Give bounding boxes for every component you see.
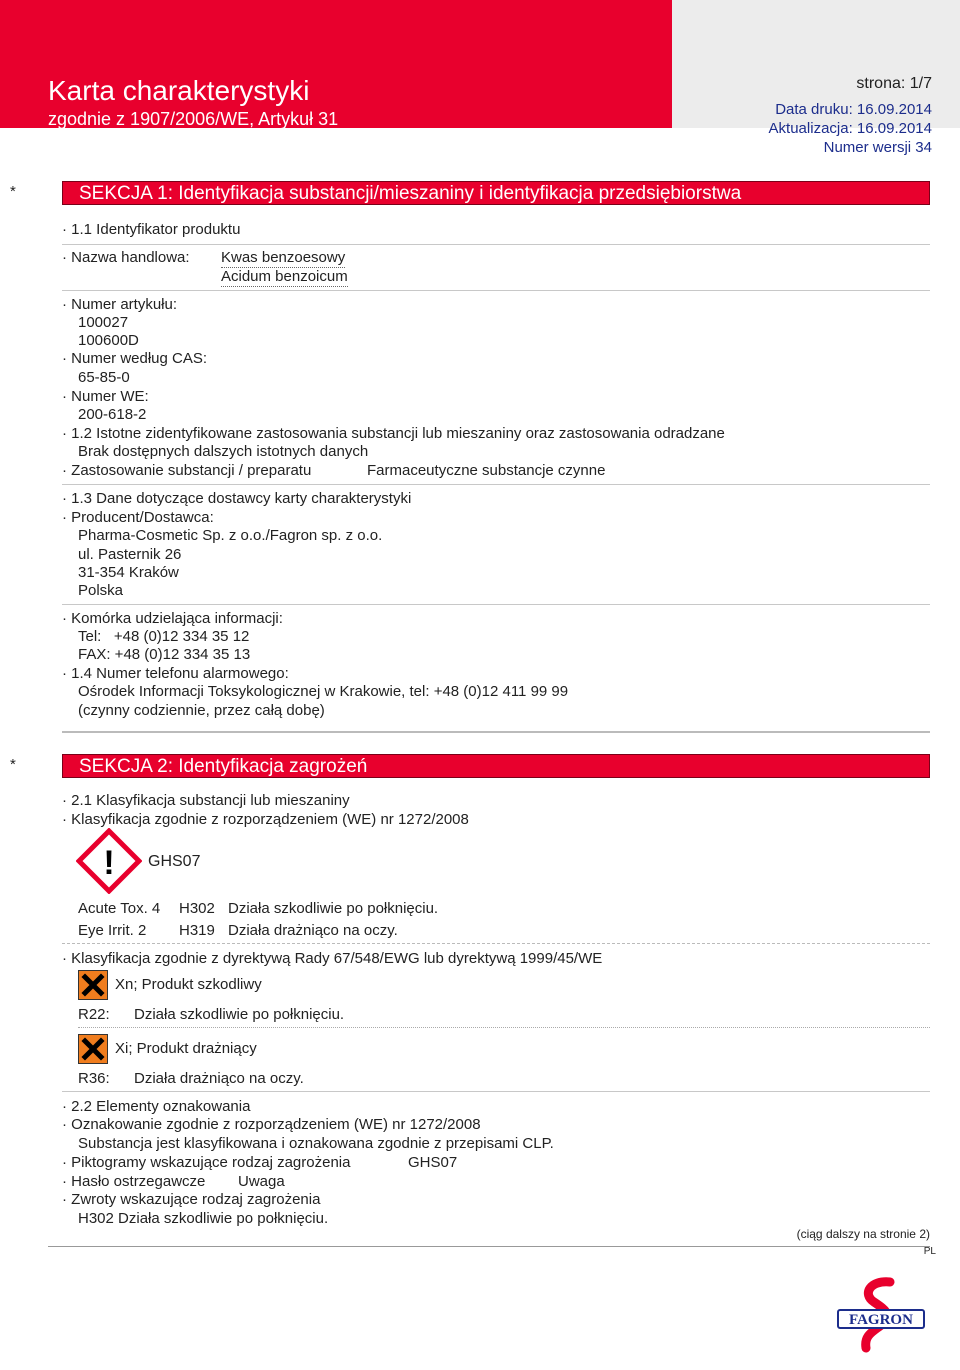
article-number-2: 100600D: [78, 332, 139, 349]
ghs07-exclamation-icon: [76, 828, 142, 894]
article-number-1: 100027: [78, 314, 129, 331]
footer-divider: [48, 1246, 930, 1247]
divider: [78, 1027, 930, 1028]
section2-title: SEKCJA 2: Identyfikacja zagrożeń: [62, 754, 930, 778]
signal-word-value: Uwaga: [238, 1173, 285, 1190]
trade-name-1: Kwas benzoesowy: [221, 249, 346, 266]
r36-text: Działa drażniąco na oczy.: [134, 1070, 304, 1087]
ghs07-symbol: !: [103, 844, 115, 882]
producer-line-2: ul. Pasternik 26: [78, 546, 182, 563]
clp-classification-label: · Klasyfikacja zgodnie z rozporządzeniem (WE) nr 1272/2008: [62, 811, 469, 828]
document-subtitle: zgodnie z 1907/2006/WE, Artykuł 31: [48, 109, 339, 129]
hazard-text: Działa drażniąco na oczy.: [228, 922, 398, 939]
fagron-logo-icon: [836, 1276, 926, 1366]
changed-marker: *: [10, 756, 16, 773]
xn-label: Xn; Produkt szkodliwy: [115, 976, 262, 993]
changed-marker: *: [10, 183, 16, 200]
r36-code: R36:: [78, 1070, 110, 1087]
r22-text: Działa szkodliwie po połknięciu.: [134, 1006, 345, 1023]
clp-labelling-label: · Oznakowanie zgodnie z rozporządzeniem (WE) nr 1272/2008: [62, 1116, 481, 1133]
cas-number: 65-85-0: [78, 369, 130, 386]
xn-harmful-icon: [78, 970, 108, 1000]
section1-title: SEKCJA 1: Identyfikacja substancji/mieszaniny i identyfikacja przedsiębiorstwa: [62, 181, 930, 205]
s22-heading: · 2.2 Elementy oznakowania: [62, 1098, 251, 1115]
s14-heading: · 1.4 Numer telefonu alarmowego:: [62, 665, 289, 682]
cas-label: · Numer według CAS:: [62, 350, 208, 367]
hazard-category: Eye Irrit. 2: [78, 922, 147, 939]
xi-label: Xi; Produkt drażniący: [115, 1040, 257, 1057]
version-number: Numer wersji 34: [823, 139, 932, 156]
hazard-code: H302: [179, 900, 215, 917]
update-date: Aktualizacja: 16.09.2014: [768, 120, 932, 137]
section-divider: [62, 731, 930, 733]
divider: [62, 943, 930, 944]
producer-line-1: Pharma-Cosmetic Sp. z o.o./Fagron sp. z o.o.: [78, 527, 383, 544]
hazard-text: Działa szkodliwie po połknięciu.: [228, 900, 439, 917]
hazard-statements-label: · Zwroty wskazujące rodzaj zagrożenia: [62, 1191, 321, 1208]
we-number: 200-618-2: [78, 406, 147, 423]
directive-classification-label: · Klasyfikacja zgodnie z dyrektywą Rady 67/548/EWG lub dyrektywą 1999/45/WE: [62, 950, 603, 967]
info-tel: Tel: +48 (0)12 334 35 12: [78, 628, 250, 645]
producer-line-4: Polska: [78, 582, 124, 599]
pictogram-label: · Piktogramy wskazujące rodzaj zagrożenia: [62, 1154, 351, 1171]
xi-irritant-icon: [78, 1034, 108, 1064]
hazard-category: Acute Tox. 4: [78, 900, 161, 917]
emergency-line-1: Ośrodek Informacji Toksykologicznej w Krakowie, tel: +48 (0)12 411 99 99: [78, 683, 569, 700]
ghs-code: GHS07: [148, 853, 201, 870]
clp-labelling-text: Substancja jest klasyfikowana i oznakowana zgodnie z przepisami CLP.: [78, 1135, 554, 1152]
pictogram-value: GHS07: [408, 1154, 458, 1171]
s21-heading: · 2.1 Klasyfikacja substancji lub mieszaniny: [62, 792, 350, 809]
s11-heading: · 1.1 Identyfikator produktu: [62, 221, 241, 238]
signal-word-label: · Hasło ostrzegawcze: [62, 1173, 206, 1190]
logo-text: FAGRON: [849, 1312, 913, 1328]
divider: [62, 604, 930, 605]
s12-text: Brak dostępnych dalszych istotnych danych: [78, 443, 369, 460]
divider: [62, 484, 930, 485]
info-label: · Komórka udzielająca informacji:: [62, 610, 283, 627]
we-label: · Numer WE:: [62, 388, 149, 405]
use-value: Farmaceutyczne substancje czynne: [367, 462, 606, 479]
r22-code: R22:: [78, 1006, 110, 1023]
article-number-label: · Numer artykułu:: [62, 296, 178, 313]
s13-heading: · 1.3 Dane dotyczące dostawcy karty charakterystyki: [62, 490, 412, 507]
trade-name-label: · Nazwa handlowa:: [62, 249, 190, 266]
language-code: PL: [923, 1246, 936, 1257]
hazard-code: H319: [179, 922, 215, 939]
continued-note: (ciąg dalszy na stronie 2): [796, 1227, 930, 1241]
s12-heading: · 1.2 Istotne zidentyfikowane zastosowania substancji lub mieszaniny oraz zastosowania odradzane: [62, 425, 725, 442]
document-title: Karta charakterystyki: [48, 75, 310, 106]
info-fax: FAX: +48 (0)12 334 35 13: [78, 646, 251, 663]
producer-line-3: 31-354 Kraków: [78, 564, 179, 581]
hazard-statement-value: H302 Działa szkodliwie po połknięciu.: [78, 1210, 329, 1227]
producer-label: · Producent/Dostawca:: [62, 509, 214, 526]
emergency-line-2: (czynny codziennie, przez całą dobę): [78, 702, 325, 719]
divider: [62, 244, 930, 245]
print-date: Data druku: 16.09.2014: [775, 101, 932, 118]
trade-name-2: Acidum benzoicum: [221, 268, 348, 285]
divider: [62, 290, 930, 291]
divider: [62, 1091, 930, 1092]
page-number: strona: 1/7: [856, 75, 932, 92]
use-label: · Zastosowanie substancji / preparatu: [62, 462, 312, 479]
